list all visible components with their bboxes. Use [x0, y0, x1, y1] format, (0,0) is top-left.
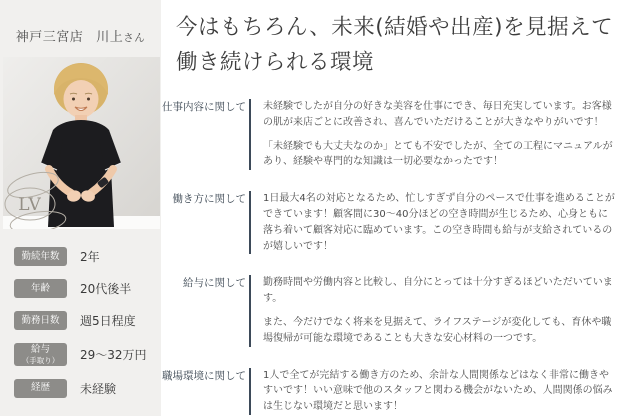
badge-label: 勤続年数 [21, 250, 60, 262]
profile-row-salary [14, 343, 160, 366]
badge-sub-label: （手取り） [21, 355, 60, 365]
profile-spec-table [14, 247, 160, 411]
qa-section-workplace-environment [162, 368, 618, 415]
qa-divider-bar [249, 275, 251, 346]
qa-label: 給与に関して [183, 277, 246, 290]
qa-label: 職場環境に関して [162, 369, 246, 382]
page-title-line2: 働き続けられる環境 [176, 49, 375, 75]
qa-paragraph: また、今だけでなく将来を見据えて、ライフステージが変化しても、育休や職場復帰が可能な環境であることも大きな安心材料の一つです。 [263, 316, 612, 344]
right-eye [87, 98, 90, 101]
page-title-line1: 今はもちろん、未来(結婚や出産)を見据えて [176, 15, 614, 40]
name-honorific: さん [123, 32, 146, 44]
qa-section-job-content [162, 99, 618, 170]
qa-divider-bar [249, 368, 251, 415]
badge-label: 年齢 [30, 282, 50, 294]
profile-row-career [14, 379, 160, 398]
logo-text: LV [18, 195, 42, 215]
store-label: 神戸三宮店 [15, 30, 84, 45]
store-and-name-header [0, 26, 161, 45]
qa-divider-bar [249, 99, 251, 170]
profile-badge-age [14, 279, 67, 298]
profile-row-workdays [14, 311, 160, 330]
profile-badge-career [14, 379, 67, 398]
badge-label: 給与 [30, 344, 50, 355]
qa-answer [263, 191, 618, 254]
profile-badge-salary [14, 343, 67, 366]
qa-paragraph: 「未経験でも大丈夫なのか」とても不安でしたが、全ての工程にマニュアルがあり、経験や専門的な知識は一切必要なかったです！ [263, 140, 613, 168]
profile-row-age [14, 279, 160, 298]
profile-badge-workdays [14, 311, 67, 330]
profile-row-tenure [14, 247, 160, 266]
qa-list [162, 99, 618, 416]
qa-section-salary [162, 275, 618, 346]
page-title [176, 11, 618, 81]
badge-label: 経歴 [30, 382, 50, 394]
badge-label: 勤務日数 [21, 314, 60, 326]
qa-paragraph: 1日最大4名の対応となるため、忙しすぎず自分のペースで仕事を進めることができています！顧客間に30〜40分ほどの空き時間が生じるため、心身ともに落ち着いて顧客対応に臨めています。この空き時間も給与が支給されているのが嬉しいです！ [263, 193, 615, 252]
qa-answer [263, 275, 618, 346]
qa-answer [263, 99, 618, 170]
profile-value-age: 20代後半 [80, 282, 132, 296]
profile-badge-tenure [14, 247, 67, 266]
qa-label: 働き方に関して [172, 193, 246, 206]
qa-section-work-style [162, 191, 618, 254]
profile-value-career: 未経験 [80, 381, 117, 396]
face [64, 80, 99, 118]
qa-answer [263, 368, 618, 415]
profile-value-tenure: 2年 [80, 250, 100, 264]
qa-paragraph: 未経験でしたが自分の好きな美容を仕事にでき、毎日充実しています。お客様の肌が来店ごとに改善され、喜んでいただけることが大きなやりがいです！ [263, 101, 612, 128]
qa-paragraph: 1人で全てが完結する働き方のため、余計な人間関係などはなく非常に働きやすいです！いい意味で他のスタッフと関わる機会がないため、人間関係の悩みは生じない環境だと思います！ [263, 369, 613, 413]
qa-label: 仕事内容に関して [162, 101, 246, 113]
profile-value-salary: 29〜32万円 [80, 347, 147, 362]
employee-photo [3, 57, 160, 229]
profile-value-workdays: 週5日程度 [80, 314, 136, 328]
qa-divider-bar [249, 191, 251, 254]
qa-paragraph: 勤務時間や労働内容と比較し、自分にとっては十分すぎるほどいただいています。 [263, 277, 613, 305]
left-eye [72, 98, 75, 101]
employee-name: 川上 [96, 30, 124, 45]
